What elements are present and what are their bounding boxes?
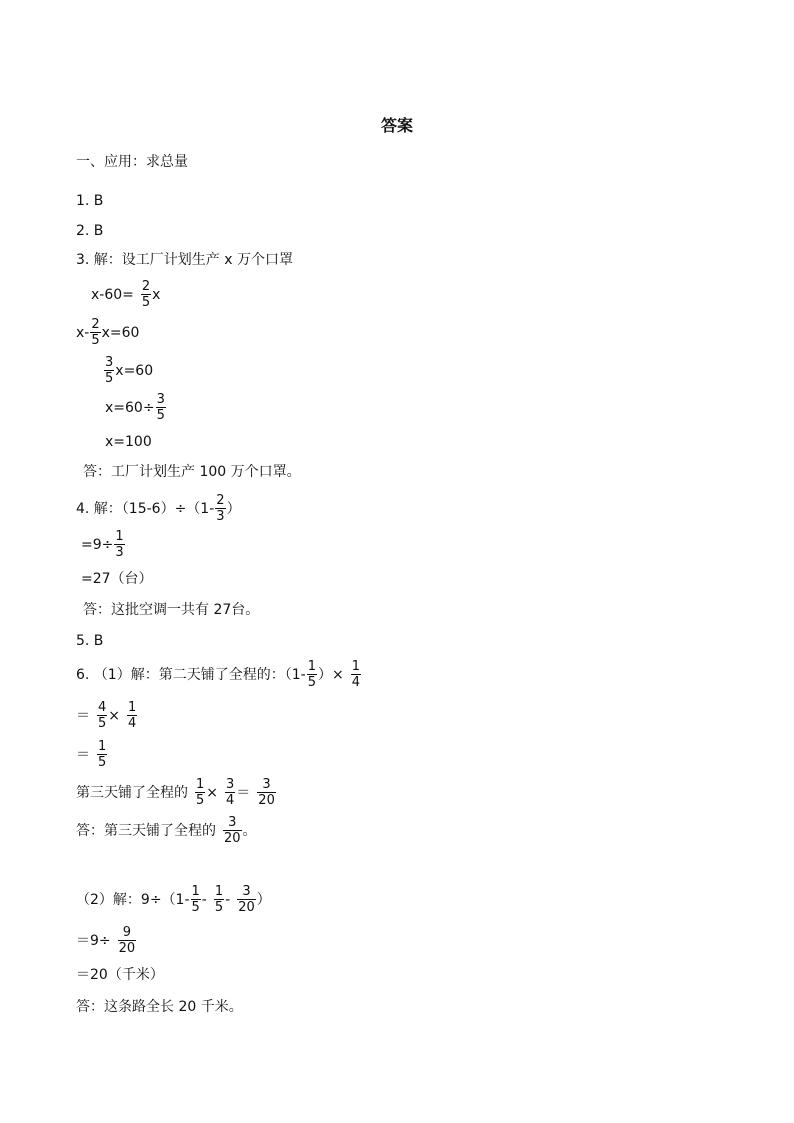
answer-q5-text: 5. B [76,633,104,649]
fraction-numerator: 1 [128,700,137,715]
answer-q2-text: 2. B [76,223,104,239]
fraction [90,318,100,347]
q4-heading-right: ） [226,500,241,517]
fraction [237,885,256,914]
q6-part1-left: 6. （1）解：第二天铺了全程的：（1- [76,666,306,683]
fraction-denominator: 5 [91,333,100,348]
answer-q2 [76,224,103,238]
fraction [307,660,317,689]
fraction-denominator: 20 [258,793,275,808]
fraction-numerator: 1 [196,777,205,792]
q6-answer-1-right: 。 [242,822,257,839]
fraction-numerator: 1 [115,529,124,544]
q3-step-4-left: x=60÷ [105,399,155,416]
fraction-numerator: 3 [242,884,251,899]
fraction [141,280,151,309]
fraction [97,740,107,769]
fraction [191,885,201,914]
fraction-numerator: 2 [141,279,151,294]
q4-step-1-left: =9÷ [81,536,114,553]
answer-q1 [76,194,103,208]
fraction-denominator: 5 [98,716,107,731]
q3-step-3 [103,356,153,385]
q6-step-3 [76,778,277,807]
fraction-numerator: 3 [156,392,165,407]
fraction-numerator: 3 [262,777,271,792]
fraction-numerator: 2 [91,317,100,332]
fraction-numerator: 9 [122,925,132,940]
fraction [214,885,224,914]
q6-step-2 [76,740,108,769]
q3-step-2-left: x- [76,324,90,341]
q4-answer [83,603,259,617]
q4-heading-left: 4. 解：（15-6）÷（1- [76,500,215,517]
fraction-denominator: 5 [156,408,165,423]
fraction-numerator: 1 [98,739,107,754]
fraction-numerator: 1 [191,884,200,899]
q6-step-3-equals: ＝ [236,784,251,801]
page-title: 答案 [380,116,413,135]
q6-step-1-left: ＝ [76,707,90,724]
q3-answer [83,465,301,479]
answer-q5 [76,634,103,648]
fraction [127,701,137,730]
fraction-denominator: 5 [191,900,200,915]
fraction-denominator: 20 [118,941,136,956]
answer-q1-text: 1. B [76,193,104,209]
fraction [225,778,235,807]
q4-answer-text: 答：这批空调一共有 27台。 [83,602,260,618]
q6-step-1 [76,701,138,730]
q6-part2-left: （2）解：9÷（1- [76,891,190,908]
q4-step-2 [81,572,153,586]
q6-answer-2 [76,1000,243,1014]
fraction-numerator: 1 [351,659,360,674]
fraction-denominator: 5 [196,793,205,808]
q6-part2-minus-1: - [201,891,207,908]
q6-part1-mid: ）× [317,666,344,683]
fraction-denominator: 5 [98,755,107,770]
q3-heading-text: 3. 解：设工厂计划生产 x 万个口罩 [76,252,293,268]
fraction [351,660,361,689]
q3-step-2-right: x=60 [101,324,140,341]
fraction-numerator: 1 [214,884,224,899]
q6-step-5-text: ＝20（千米） [76,967,164,983]
q6-step-3-mid: × [206,784,219,801]
q4-step-1 [81,530,126,559]
q3-answer-text: 答：工厂计划生产 100 万个口罩。 [83,464,301,480]
fraction-numerator: 2 [216,493,225,508]
q3-step-5-text: x=100 [105,434,152,450]
q3-step-2 [76,318,139,347]
fraction-denominator: 5 [214,900,224,915]
fraction-denominator: 4 [351,675,360,690]
fraction-numerator: 3 [226,777,235,792]
q6-step-4 [76,926,137,955]
q3-step-3-right: x=60 [115,362,154,379]
fraction-numerator: 3 [228,815,237,830]
q3-step-4 [105,393,167,422]
q6-part2-minus-2: - [225,891,231,908]
q6-answer-1-left: 答：第三天铺了全程的 [76,822,216,839]
fraction [104,356,114,385]
q3-step-1-left: x-60= [91,286,134,303]
fraction-denominator: 20 [224,831,241,846]
q6-step-3-left: 第三天铺了全程的 [76,784,188,801]
fraction-denominator: 4 [128,716,137,731]
q6-step-1-mid: × [108,707,121,724]
fraction-denominator: 20 [238,900,255,915]
fraction [114,530,124,559]
q3-step-5 [105,435,152,449]
section-heading-text: 一、应用：求总量 [76,154,188,170]
fraction [156,393,166,422]
q6-part1-heading [76,660,362,689]
q6-step-5 [76,968,164,982]
fraction [118,926,137,955]
fraction-numerator: 3 [105,355,114,370]
q6-step-2-left: ＝ [76,746,90,763]
fraction [257,778,276,807]
q4-heading [76,494,241,523]
fraction-denominator: 4 [226,793,235,808]
section-heading [76,155,188,169]
q6-part2-heading [76,885,271,914]
fraction-numerator: 1 [307,659,316,674]
fraction-denominator: 5 [141,295,151,310]
fraction-denominator: 5 [105,371,114,386]
q3-step-1-right: x [152,286,161,303]
fraction [97,701,107,730]
fraction-denominator: 3 [216,509,225,524]
fraction-denominator: 3 [115,545,124,560]
q6-part2-right: ） [256,891,271,908]
fraction [215,494,225,523]
fraction [195,778,205,807]
fraction-denominator: 5 [307,675,316,690]
q3-step-1 [91,280,160,309]
fraction [223,816,242,845]
q4-step-2-text: =27（台） [81,571,153,587]
q6-answer-2-text: 答：这条路全长 20 千米。 [76,999,243,1015]
q6-step-4-left: ＝9÷ [76,932,111,949]
fraction-numerator: 4 [98,700,107,715]
q6-answer-1 [76,816,257,845]
q3-heading [76,253,293,267]
